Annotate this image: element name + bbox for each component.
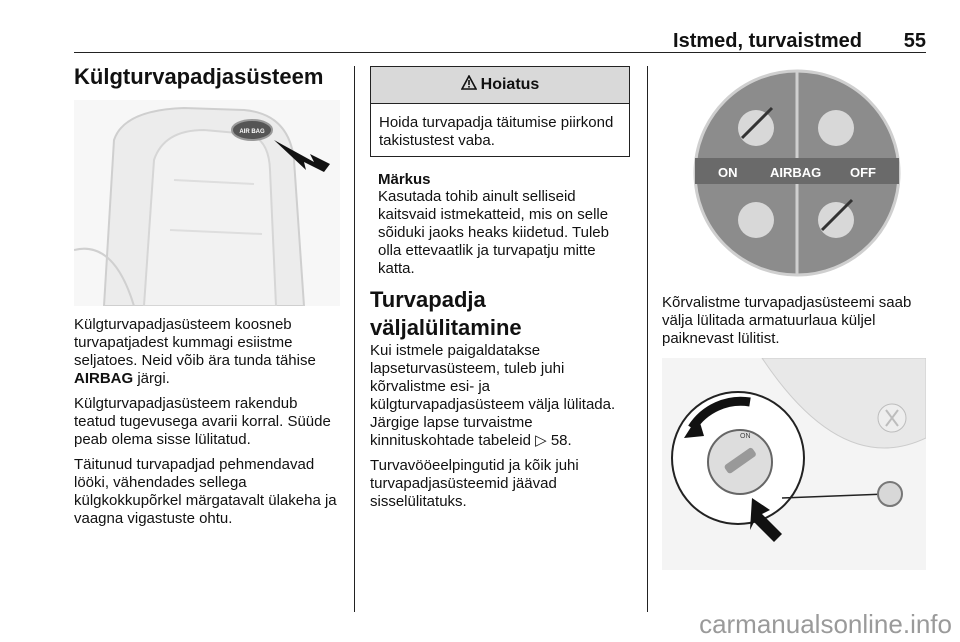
warning-box bbox=[370, 66, 630, 157]
page-reference-icon: ▷ bbox=[535, 432, 547, 449]
deactivation-paragraph-2: Turvavööeelpingutid ja kõik juhi turvapadjasüsteemid jäävad sisselülitatuks. bbox=[370, 457, 579, 510]
column-divider-1 bbox=[354, 66, 355, 612]
column-divider-2 bbox=[647, 66, 648, 612]
page-number: 55 bbox=[903, 30, 926, 52]
watermark: carmanualsonline.info bbox=[699, 609, 952, 639]
label-on: ON bbox=[718, 165, 738, 180]
warning-title: Hoiatus bbox=[480, 76, 540, 93]
page-reference: 58. bbox=[550, 432, 572, 449]
section-heading-side-airbag: Külgturvapadjasüsteem bbox=[74, 64, 324, 89]
switch-on-label: ON bbox=[740, 433, 751, 440]
seat-airbag-illustration bbox=[74, 100, 340, 306]
column-2 bbox=[370, 62, 632, 518]
column-3 bbox=[662, 62, 930, 570]
label-off: OFF bbox=[850, 165, 876, 180]
header-rule bbox=[74, 52, 926, 53]
note-title: Märkus bbox=[378, 171, 431, 188]
side-airbag-paragraph-1: Külgturvapadjasüsteem koosneb turvapatjadest kummagi esiistme seljatoes. Neid võib ära tunda tähise AIRBAG järgi. bbox=[74, 316, 316, 387]
warning-triangle-icon bbox=[461, 75, 477, 95]
note-text: Kasutada tohib ainult selliseid kaitsvaid istmekatteid, mis on selle sõiduki jaoks heaks kiidetud. Tuleb olla ettevaatlik ja turvapatju mitte katta. bbox=[378, 188, 609, 277]
page-header bbox=[74, 26, 926, 56]
running-title: Istmed, turvaistmed bbox=[673, 30, 862, 52]
label-airbag: AIRBAG bbox=[770, 165, 822, 180]
airbag-term: AIRBAG bbox=[74, 370, 134, 387]
column-1 bbox=[74, 62, 340, 535]
side-airbag-paragraph-2: Külgturvapadjasüsteem rakendub teatud tugevusega avarii korral. Süüde peab olema sisse lülitatud. bbox=[74, 395, 331, 448]
airbag-label-svg bbox=[662, 68, 928, 278]
section-heading-airbag-deactivation: Turvapadja väljalülitamine bbox=[370, 287, 522, 340]
side-airbag-paragraph-3: Täitunud turvapadjad pehmendavad lööki, vähendades sellega külgkokkupõrkel märgatavalt ülakeha ja vaagna vigastuste ohtu. bbox=[74, 456, 337, 527]
airbag-label-illustration bbox=[662, 68, 928, 278]
warning-text: Hoida turvapadja täitumise piirkond takistustest vaba. bbox=[379, 114, 614, 149]
deactivation-paragraph-1: Kui istmele paigaldatakse lapseturvasüsteem, tuleb juhi kõrvalistme esi- ja külgturvapadjasüsteem välja lülitada. Järgige lapse turvaistme kinnituskohtade tabeleid ▷ 58. bbox=[370, 342, 616, 449]
airbag-badge-text: AIR BAG bbox=[239, 129, 265, 135]
seat-illustration-svg bbox=[74, 100, 340, 306]
airbag-switch-illustration bbox=[662, 358, 926, 570]
switch-location-paragraph: Kõrvalistme turvapadjasüsteemi saab välja lülitada armatuurlaua küljel paiknevast lülitist. bbox=[662, 294, 912, 347]
switch-illustration-svg bbox=[662, 358, 926, 570]
warning-header bbox=[371, 67, 629, 104]
